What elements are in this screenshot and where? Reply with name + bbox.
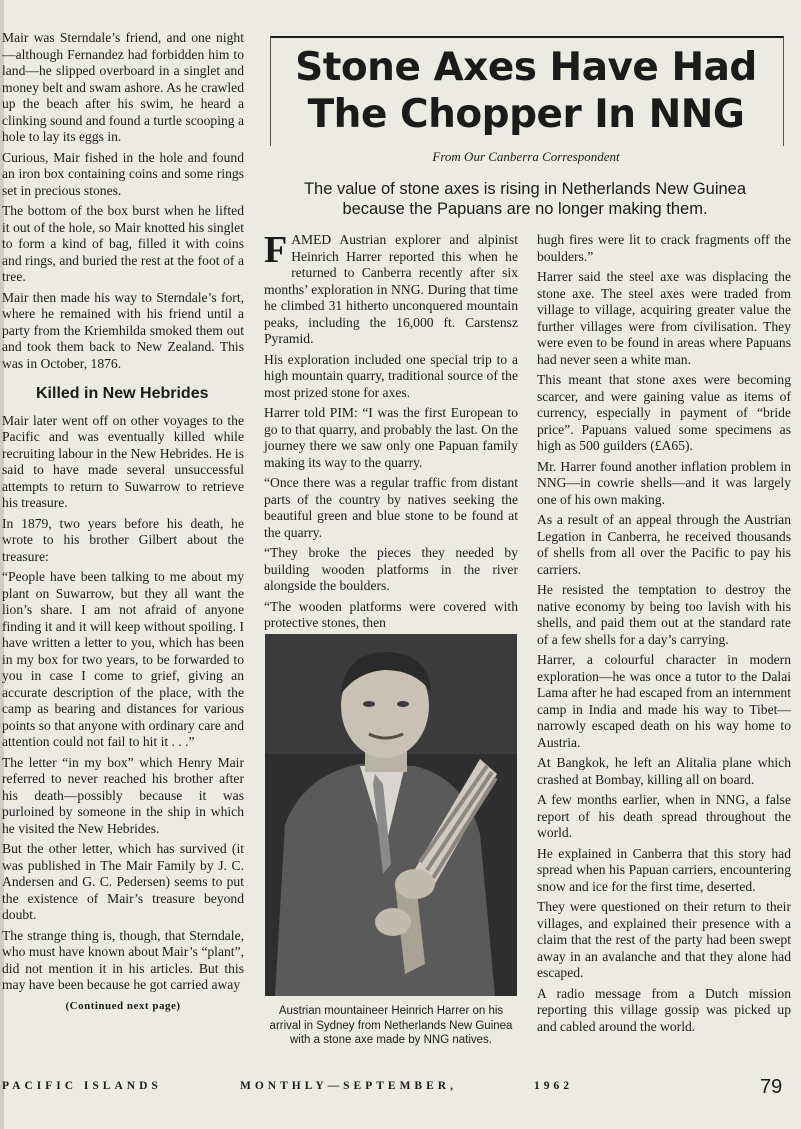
paragraph: Harrer, a colourful character in modern exploration—he was once a tutor to the Dalai Lama after he had escaped from an internment camp in India and made his way to Tibet—narrowly escaped death on his way home to Austria.: [537, 652, 791, 750]
paragraph: Mair was Sterndale’s friend, and one night—although Fernandez had forbidden him to land—he slipped overboard in a singlet and money belt and swam ashore. As he crawled up the beach after his swim, he heard a clinking sound and found a turtle scooping a hole to lay its eggs in.: [2, 30, 244, 144]
paragraph: Harrer said the steel axe was displacing the stone axe. The steel axes were traded from village to village, acquiring greater value the further villages were from civilisation. They were even to be found in areas where Papuans had never seen a white man.: [537, 269, 791, 367]
paragraph: Harrer told PIM: “I was the first European to go to that quarry, and probably the last. On the journey there we saw only one Papuan family making its way to the quarry.: [264, 405, 518, 470]
lead-text: AMED Austrian explorer and alpinist Heinrich Harrer reported this when he returned to Canberra recently after six months’ exploration in NNG. During that time he climbed 31 hitherto unconquered mountain peaks, including the 16,000 ft. Carstensz Pyramid.: [264, 232, 518, 346]
paragraph: hugh fires were lit to crack fragments off the boulders.”: [537, 232, 791, 264]
harrer-photo: [265, 634, 517, 996]
left-column: [2, 30, 244, 1014]
page-footer: [0, 1076, 801, 1106]
paragraph: “People have been talking to me about my plant on Suwarrow, but they all want the lion’s share. I am not afraid of anyone finding it and it will keep without spoiling. I have written a letter to you, which has been in my box for two years, to be forwarded to you in case I come to grief, giving an accurate description of the place, with the camp as bearing and distances for various points so that anyone with ordinary care and attention could not fail to hit it . . .”: [2, 569, 244, 749]
paragraph: “The wooden platforms were covered with protective stones, then: [264, 598, 518, 630]
right-column: [537, 232, 791, 1039]
paragraph: A few months earlier, when in NNG, a false report of his death spread throughout the world.: [537, 792, 791, 840]
paragraph: The letter “in my box” which Henry Mair referred to never reached his brother after his death—possibly because it was purloined by someone in the ship in which he visited the New Hebrides.: [2, 754, 244, 836]
paragraph: In 1879, two years before his death, he wrote to his brother Gilbert about the treasure:: [2, 515, 244, 564]
paragraph: As a result of an appeal through the Austrian Legation in Canberra, he received thousands of shells from all over the Pacific to pay his carriers.: [537, 512, 791, 577]
paragraph: He resisted the temptation to destroy the native economy by being too lavish with his shells, and paid them out at the standard rate of a few shells for a day’s carrying.: [537, 582, 791, 647]
footer-magazine: PACIFIC ISLANDS: [2, 1080, 162, 1092]
section-subhead: Killed in New Hebrides: [36, 385, 209, 402]
photo-illustration: [265, 634, 517, 996]
standfirst: The value of stone axes is rising in Netherlands New Guinea because the Papuans are no longer making them.: [303, 180, 747, 218]
paragraph: At Bangkok, he left an Alitalia plane which crashed at Bombay, killing all on board.: [537, 755, 791, 787]
page-number: 79: [760, 1076, 783, 1098]
lead-paragraph: [264, 229, 518, 348]
paragraph: They were questioned on their return to their villages, and explained their presence with a claim that the rest of the party had been swept away in an avalanche and that they alone had escaped.: [537, 899, 791, 980]
photo-caption: Austrian mountaineer Heinrich Harrer on his arrival in Sydney from Netherlands New Guinea with a stone axe made by NNG natives.: [269, 1005, 513, 1046]
paragraph: Mr. Harrer found another inflation problem in NNG—in cowrie shells—and it was largely one of his own making.: [537, 458, 791, 507]
footer-year: 1962: [534, 1080, 573, 1092]
footer-issue: MONTHLY—SEPTEMBER,: [240, 1080, 457, 1092]
paragraph: Mair then made his way to Sterndale’s fort, where he remained with his friend until a party from the Kriemhilda smoked them out and took them back to New Zealand. This was in October, 1876.: [2, 289, 244, 371]
byline: From Our Canberra Correspondent: [432, 149, 620, 164]
drop-cap: F: [264, 229, 288, 271]
paragraph: A radio message from a Dutch mission reporting this village gossip was picked up and cabled around the world.: [537, 985, 791, 1034]
paragraph: His exploration included one special trip to a high mountain quarry, traditional source of the most prized stone for axes.: [264, 351, 518, 400]
paragraph: This meant that stone axes were becoming scarcer, and were gaining value as items of currency, especially in payment of “bride price”. Papuans valued some specimens as high as 500 guilders (£A65).: [537, 372, 791, 453]
paragraph: The strange thing is, though, that Sterndale, who must have known about Mair’s “plant”, did not mention it in his articles. But this may have been because he got carried away: [2, 927, 244, 992]
continued-note: (Continued next page): [65, 999, 181, 1012]
paragraph: Curious, Mair fished in the hole and found an iron box containing coins and some rings set in precious stones.: [2, 149, 244, 198]
paragraph: “They broke the pieces they needed by building wooden platforms in the river alongside the boulders.: [264, 545, 518, 593]
article-title: Stone Axes Have Had The Chopper In NNG: [295, 45, 757, 137]
paragraph: “Once there was a regular traffic from distant parts of the country by natives seeking the beautiful green and blue stone to be found at the quarry.: [264, 475, 518, 540]
paragraph: He explained in Canberra that this story had spread when his Papuan carriers, encountering snow and ice for the first time, deserted.: [537, 845, 791, 894]
paragraph: But the other letter, which has survived (it was published in The Mair Family by J. C. Andersen and G. C. Pedersen) seems to put the existence of Mair’s treasure beyond doubt.: [2, 841, 244, 922]
paragraph: Mair later went off on other voyages to the Pacific and was eventually killed while recruiting labour in the New Hebrides. He is said to have made several unsuccessful attempts to return to Suwarrow to retrieve his treasure.: [2, 412, 244, 510]
middle-column: [264, 229, 518, 636]
paragraph: The bottom of the box burst when he lifted it out of the hole, so Mair knotted his singlet to form a kind of bag, filled it with coins and rings, and buried the rest at the foot of a tree.: [2, 203, 244, 284]
